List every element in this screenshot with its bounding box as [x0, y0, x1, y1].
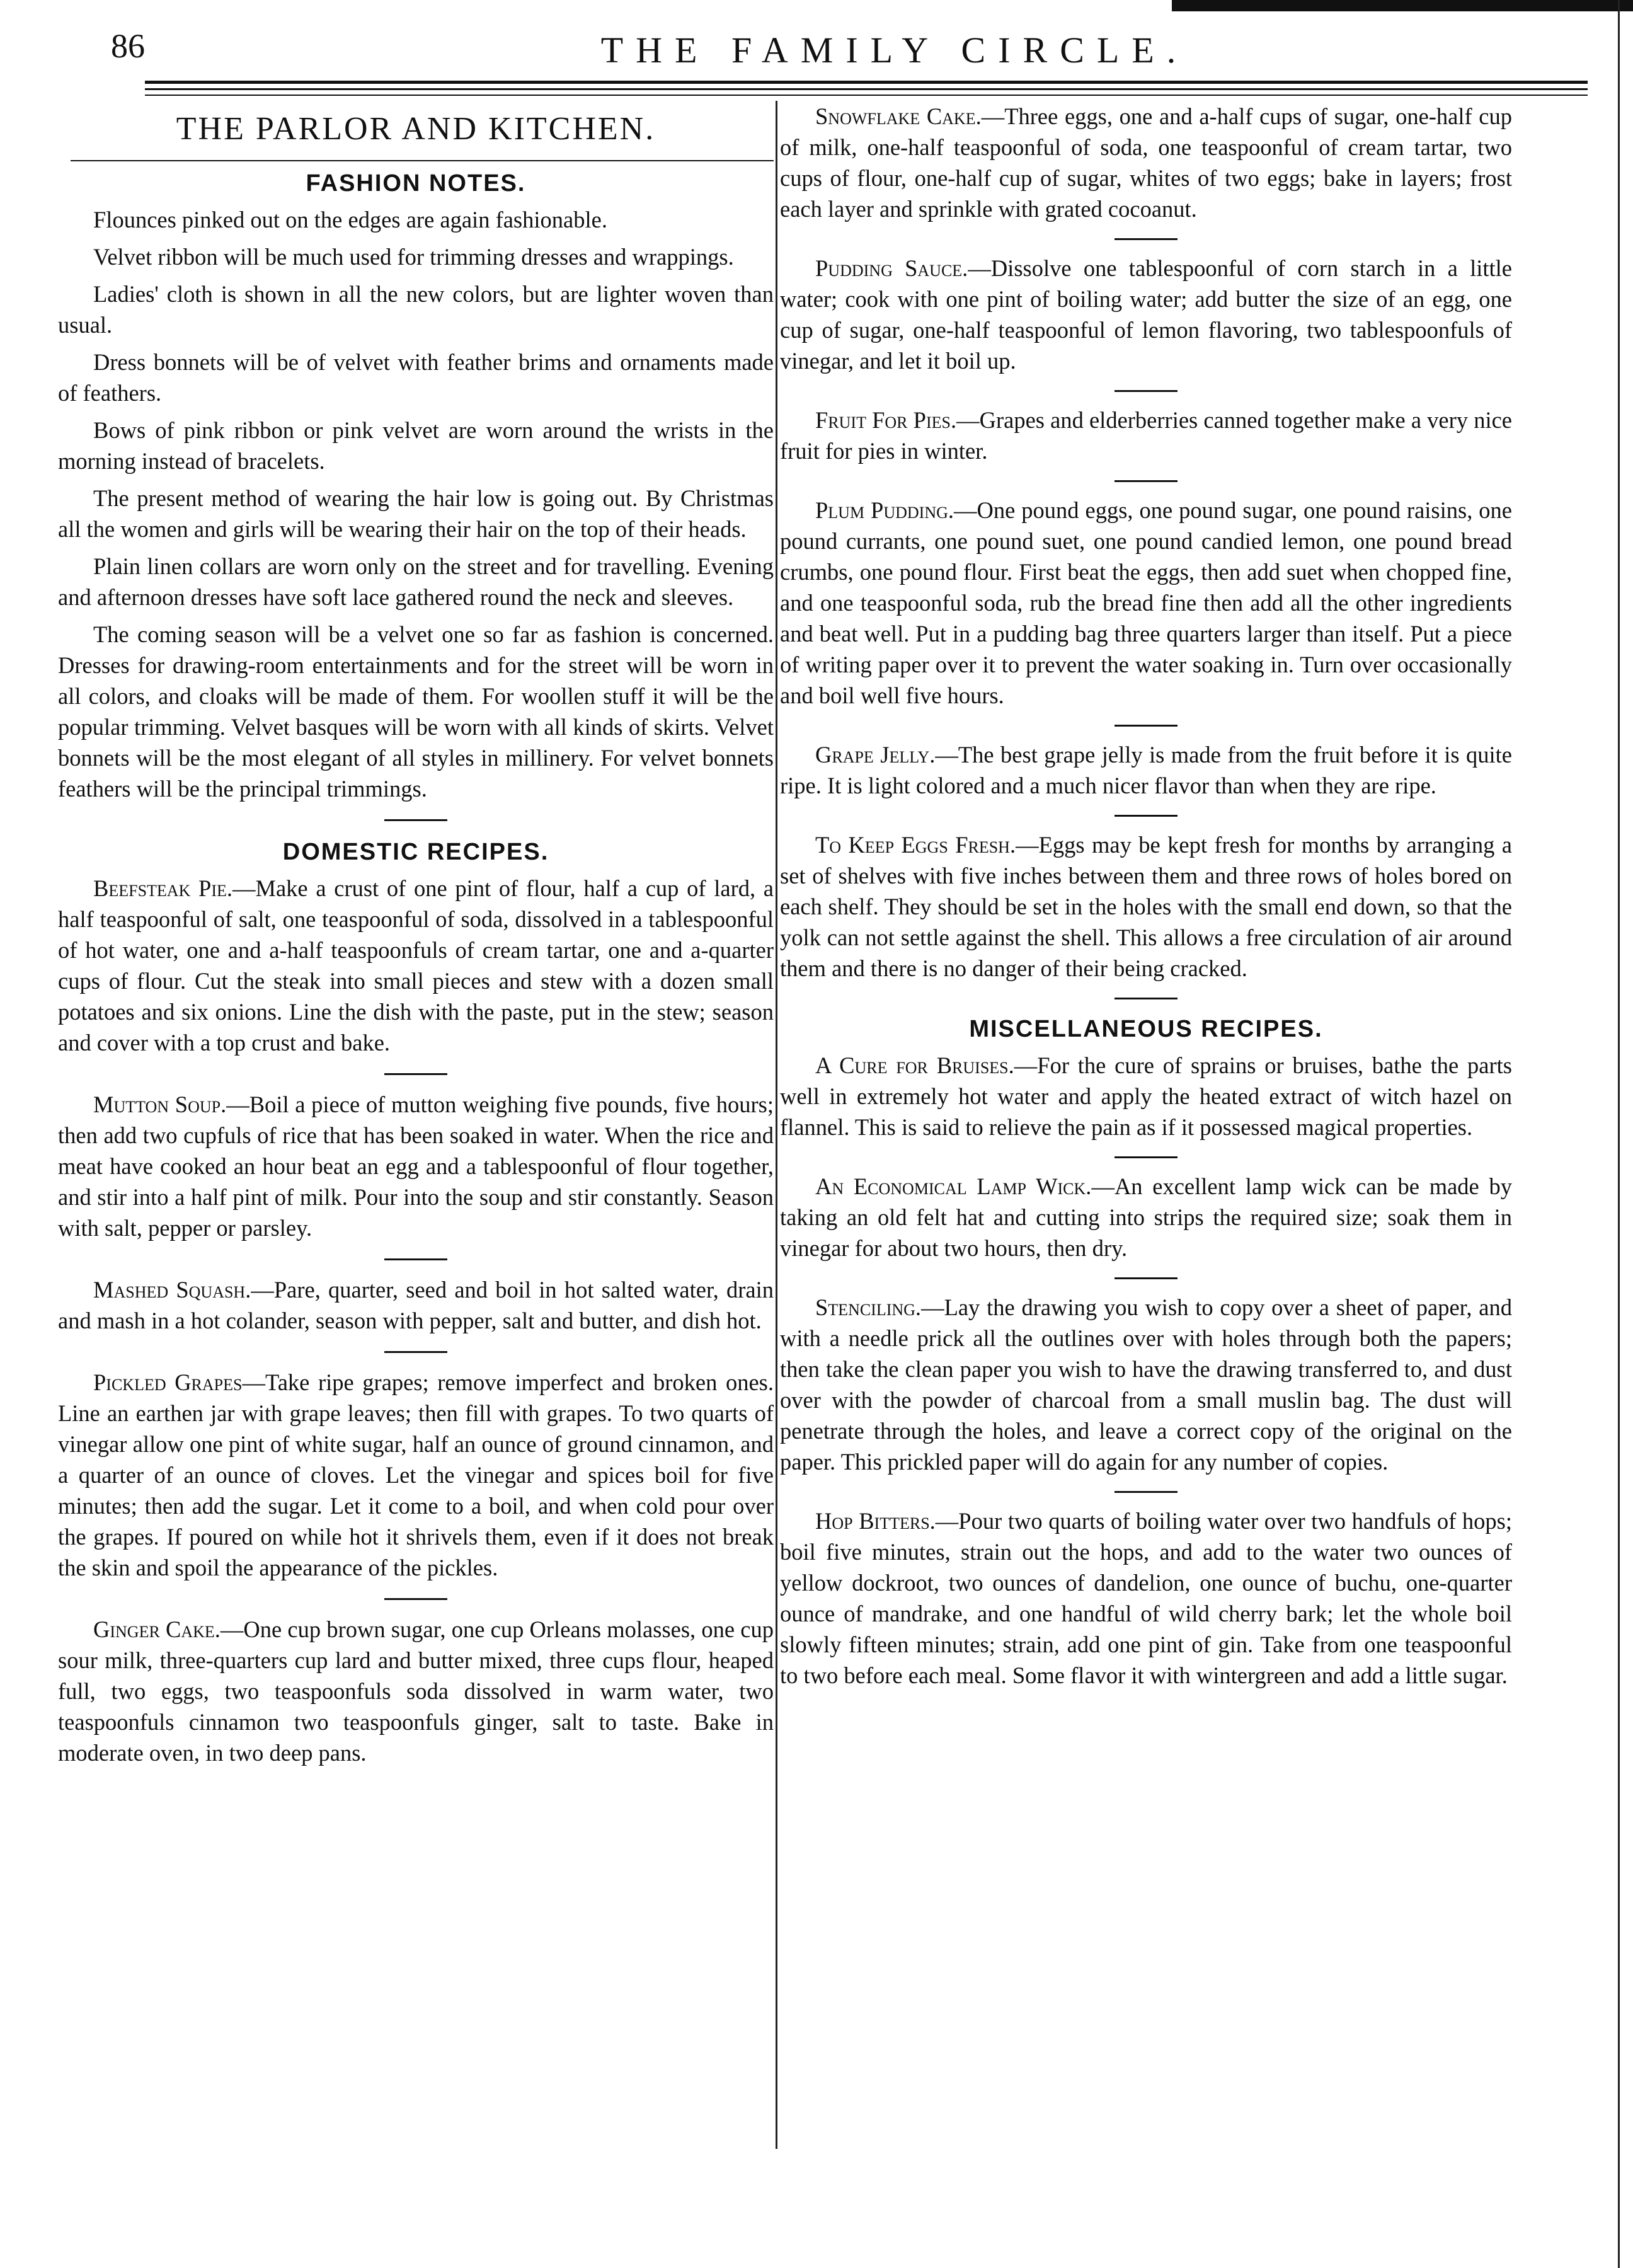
recipe-grape-jelly	[780, 739, 1512, 801]
separator-rule	[384, 1258, 447, 1260]
recipe-keep-eggs-fresh	[780, 829, 1512, 984]
recipe-title: Plum Pudding.	[815, 497, 954, 523]
fashion-notes	[58, 204, 774, 804]
recipe-title: A Cure for Bruises.	[815, 1052, 1014, 1078]
header-rule	[145, 81, 1588, 84]
running-head: THE FAMILY CIRCLE.	[600, 30, 1189, 71]
recipe-lamp-wick	[780, 1171, 1512, 1264]
recipe-title: Hop Bitters.	[815, 1508, 936, 1534]
recipe-hop-bitters	[780, 1505, 1512, 1691]
separator-rule	[384, 1073, 447, 1075]
separator-rule	[384, 1598, 447, 1600]
recipe-text: —Grapes and elderberries canned together make a very nice fruit for pies in winter.	[780, 407, 1512, 464]
recipe-mashed-squash	[58, 1274, 774, 1336]
separator-rule	[384, 1351, 447, 1353]
separator-rule	[1114, 815, 1177, 817]
separator-rule	[1114, 480, 1177, 482]
recipe-title: Pudding Sauce.	[815, 255, 968, 281]
recipe-pickled-grapes	[58, 1367, 774, 1583]
recipe-text: —Make a crust of one pint of flour, half a cup of lard, a half teaspoonful of salt, one teaspoonful of soda, dissolved in a tablespoonful of hot water, one and a-half teaspoonfuls of cream tartar, one and a-quarter cups of flour. Cut the steak into small pieces and stew with a dozen small potatoes and six onions. Line the dish with the paste, put in the stew; season and cover with a top crust and bake.	[58, 875, 774, 1056]
misc-heading: MISCELLANEOUS RECIPES.	[969, 1016, 1323, 1042]
recipe-title: Pickled Grapes	[93, 1369, 243, 1395]
recipe-text: —Lay the drawing you wish to copy over a sheet of paper, and with a needle prick all the outlines over with holes through both the papers; then take the clean paper you wish to have the drawing transferred to, and dust over with the powder of charcoal from a small muslin bag. The dust will penetrate through the holes, and leave a correct copy of the original on the paper. This prickled paper will do again for any number of copies.	[780, 1294, 1512, 1475]
fashion-paragraph: Flounces pinked out on the edges are again fashionable.	[93, 207, 607, 233]
recipe-snowflake-cake	[780, 101, 1512, 224]
recipe-title: Beefsteak Pie.	[93, 875, 233, 901]
fashion-paragraph: The coming season will be a velvet one so far as fashion is concerned. Dresses for drawing-room entertainments and for the street will be worn in all colors, and cloaks will be made of them. For woollen stuff it will be the popular trimming. Velvet basques will be worn with all kinds of skirts. Velvet bonnets will be the most elegant of all styles in millinery. For velvet bonnets feathers will be the principal trimmings.	[58, 621, 774, 802]
fashion-paragraph: The present method of wearing the hair low is going out. By Christmas all the women and girls will be wearing their hair on the top of their heads.	[58, 485, 774, 542]
recipe-fruit-for-pies	[780, 405, 1512, 466]
recipe-title: Ginger Cake.	[93, 1616, 221, 1642]
recipe-text: —Eggs may be kept fresh for months by arranging a set of shelves with five inches between them and three rows of holes bored on each shelf. They should be set in the holes with the small end down, so that the yolk can not settle against the shell. This allows a free circulation of air around them and there is no danger of their being cracked.	[780, 832, 1512, 981]
fashion-paragraph: Ladies' cloth is shown in all the new colors, but are lighter woven than usual.	[58, 281, 774, 338]
left-column	[58, 101, 774, 2231]
recipe-mutton-soup	[58, 1089, 774, 1243]
recipe-text: —Pour two quarts of boiling water over two handfuls of hops; boil five minutes, strain out the hops, and add to the water two ounces of yellow dockroot, two ounces of dandelion, one ounce of buchu, one-quarter ounce of mandrake, and one handful of wild cherry bark; let the whole boil slowly fifteen minutes; strain, add one pint of gin. Take from one teaspoonful to two before each meal. Some flavor it with wintergreen and add a little sugar.	[780, 1508, 1512, 1688]
recipe-title: Mashed Squash.	[93, 1277, 251, 1303]
page-number: 86	[111, 27, 145, 65]
recipe-pudding-sauce	[780, 253, 1512, 376]
recipe-title: Grape Jelly.	[815, 742, 936, 768]
domestic-heading: DOMESTIC RECIPES.	[282, 839, 549, 865]
fashion-paragraph: Velvet ribbon will be much used for trimming dresses and wrappings.	[93, 244, 734, 270]
recipe-title: Fruit For Pies.	[815, 407, 957, 433]
recipe-title: To Keep Eggs Fresh.	[815, 832, 1016, 858]
recipe-text: —Take ripe grapes; remove imperfect and broken ones. Line an earthen jar with grape leaves; then fill with grapes. To two quarts of vinegar allow one pint of white sugar, half an ounce of ground cinnamon, and a quarter of an ounce of cloves. Let the vinegar and spices boil for five minutes; then add the sugar. Let it come to a boil, and when cold pour over the grapes. If poured on while hot it shrivels them, even if it does not break the skin and spoil the appearance of the pickles.	[58, 1369, 774, 1580]
recipe-title: Snowflake Cake.	[815, 103, 982, 129]
recipe-title: Stenciling.	[815, 1294, 922, 1320]
recipe-title: Mutton Soup.	[93, 1091, 227, 1117]
separator-rule	[1114, 390, 1177, 392]
recipe-ginger-cake	[58, 1614, 774, 1768]
recipe-text: —For the cure of sprains or bruises, bathe the parts well in extremely hot water and apply the heated extract of witch hazel on flannel. This is said to relieve the pain as if it possessed magical properties.	[780, 1052, 1512, 1140]
recipe-text: —One pound eggs, one pound sugar, one pound raisins, one pound currants, one pound suet, one pound candied lemon, one pound bread crumbs, one pound flour. First beat the eggs, then add suet when chopped fine, and one teaspoonful soda, rub the bread fine then add all the other ingredients and beat well. Put in a pudding bag three quarters larger than itself. Put a piece of writing paper over it to prevent the water soaking in. Turn over occasionally and boil well five hours.	[780, 497, 1512, 708]
separator-rule	[384, 819, 447, 821]
fashion-paragraph: Plain linen collars are worn only on the street and for travelling. Evening and afternoon dresses have soft lace gathered round the neck and sleeves.	[58, 553, 774, 610]
fashion-paragraph: Dress bonnets will be of velvet with feather brims and ornaments made of feathers.	[58, 349, 774, 406]
recipe-text: —One cup brown sugar, one cup Orleans molasses, one cup sour milk, three-quarters cup lard and butter mixed, three cups flour, heaped full, two eggs, two teaspoonfuls soda dissolved in warm water, two teaspoonfuls cinnamon two teaspoonfuls ginger, salt to taste. Bake in moderate oven, in two deep pans.	[58, 1616, 774, 1766]
right-column	[780, 101, 1512, 2231]
separator-rule	[1114, 238, 1177, 240]
recipe-plum-pudding	[780, 495, 1512, 711]
section-title-rule	[71, 160, 774, 161]
recipe-text: —Boil a piece of mutton weighing five pounds, five hours; then add two cupfuls of rice that has been soaked in water. When the rice and meat have cooked an hour beat an egg and a tablespoonful of flour together, and stir into a half pint of milk. Pour into the soup and stir constantly. Season with salt, pepper or parsley.	[58, 1091, 774, 1241]
section-title: THE PARLOR AND KITCHEN.	[176, 111, 656, 147]
column-divider	[776, 101, 777, 2149]
recipe-cure-for-bruises	[780, 1050, 1512, 1143]
recipe-title: An Economical Lamp Wick.	[815, 1173, 1092, 1199]
top-edge-bar	[1172, 0, 1633, 11]
header-rule-thin	[145, 95, 1588, 96]
recipe-stenciling	[780, 1292, 1512, 1477]
fashion-paragraph: Bows of pink ribbon or pink velvet are worn around the wrists in the morning instead of bracelets.	[58, 417, 774, 474]
separator-rule	[1114, 1491, 1177, 1493]
header-rule-double	[145, 88, 1588, 90]
separator-rule	[1114, 725, 1177, 727]
separator-rule	[1114, 1156, 1177, 1158]
recipe-text: —Dissolve one tablespoonful of corn starch in a little water; cook with one pint of boiling water; add butter the size of an egg, one cup of sugar, one-half teaspoonful of lemon flavoring, two tablespoonfuls of vinegar, and let it boil up.	[780, 255, 1512, 374]
recipe-text: —The best grape jelly is made from the fruit before it is quite ripe. It is light colored and a much nicer flavor than when they are ripe.	[780, 742, 1512, 798]
recipe-text: —Three eggs, one and a-half cups of sugar, one-half cup of milk, one-half teaspoonful of soda, one teaspoonful of cream tartar, two cups of flour, one-half cup of sugar, whites of two eggs; bake in layers; frost each layer and sprinkle with grated cocoanut.	[780, 103, 1512, 222]
separator-rule	[1114, 1277, 1177, 1279]
fashion-heading: FASHION NOTES.	[306, 170, 526, 197]
recipe-text: —An excellent lamp wick can be made by taking an old felt hat and cutting into strips the required size; soak them in vinegar for about two hours, then dry.	[780, 1173, 1512, 1261]
recipe-beefsteak-pie	[58, 873, 774, 1058]
page-edge-line	[1618, 0, 1620, 2268]
separator-rule	[1114, 998, 1177, 999]
recipe-text: —Pare, quarter, seed and boil in hot salted water, drain and mash in a hot colander, season with pepper, salt and butter, and dish hot.	[58, 1277, 774, 1333]
